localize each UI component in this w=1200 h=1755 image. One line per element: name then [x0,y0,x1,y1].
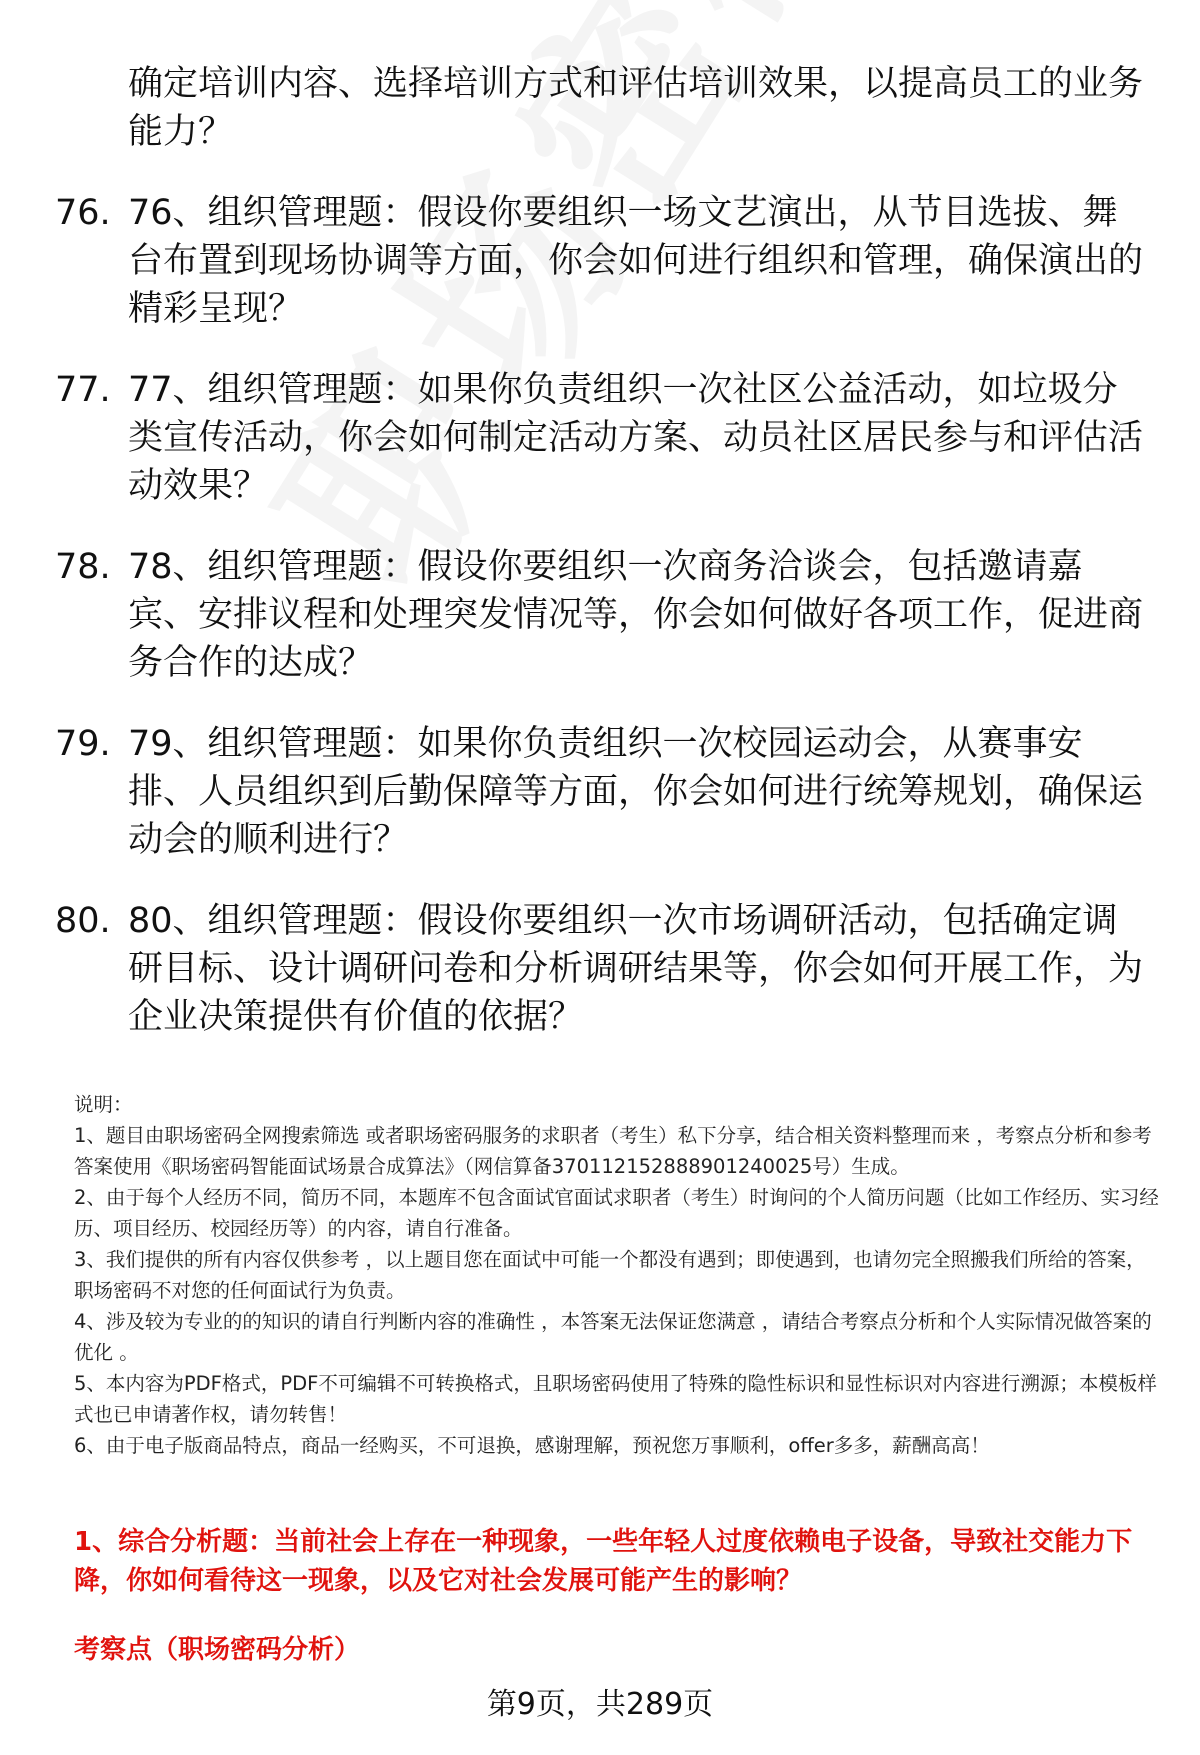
question-number: 79. [55,724,111,764]
note-item: 2、由于每个人经历不同，简历不同，本题库不包含面试官面试求职者（考生）时询问的个人简历问题（比如工作经历、实习经历、项目经历、校园经历等）的内容，请自行准备。 [74,1186,1159,1240]
question-item [55,543,1145,687]
question-text: 80、组织管理题：假设你要组织一次市场调研活动，包括确定调研目标、设计调研问卷和分析调研结果等，你会如何开展工作，为企业决策提供有价值的依据？ [128,901,1144,1037]
question-item [55,720,1145,864]
highlight-question: 1、综合分析题：当前社会上存在一种现象，一些年轻人过度依赖电子设备，导致社交能力下降，你如何看待这一现象，以及它对社会发展可能产生的影响？ [74,1527,1133,1596]
analysis-heading: 考察点（职场密码分析） [74,1635,361,1665]
notes-section [74,1089,1164,1461]
note-item: 5、本内容为PDF格式，PDF不可编辑不可转换格式，且职场密码使用了特殊的隐性标识和显性标识对内容进行溯源；本模板样式也已申请著作权，请勿转售！ [74,1372,1157,1426]
note-item: 6、由于电子版商品特点，商品一经购买，不可退换，感谢理解，预祝您万事顺利，offer多多，薪酬高高！ [74,1434,990,1457]
question-text: 78、组织管理题：假设你要组织一次商务洽谈会，包括邀请嘉宾、安排议程和处理突发情况等，你会如何做好各项工作，促进商务合作的达成？ [128,547,1144,683]
question-number: 78. [55,547,111,587]
question-number: 77. [55,370,111,410]
question-continuation: 确定培训内容、选择培训方式和评估培训效果，以提高员工的业务能力？ [128,64,1144,152]
question-item [55,366,1145,510]
question-text: 77、组织管理题：如果你负责组织一次社区公益活动，如垃圾分类宣传活动，你会如何制定活动方案、动员社区居民参与和评估活动效果？ [128,370,1144,506]
question-item [55,897,1145,1041]
note-item: 4、涉及较为专业的的知识的请自行判断内容的准确性 ，本答案无法保证您满意 ，请结合考察点分析和个人实际情况做答案的优化 。 [74,1310,1152,1364]
question-list [55,60,1145,1041]
question-number: 76. [55,193,111,233]
page-number: 第9页，共289页 [486,1687,714,1722]
question-text: 79、组织管理题：如果你负责组织一次校园运动会，从赛事安排、人员组织到后勤保障等方面，你会如何进行统筹规划，确保运动会的顺利进行？ [128,724,1144,860]
question-number: 80. [55,901,111,941]
question-item [55,189,1145,333]
note-item: 1、题目由职场密码全网搜索筛选 或者职场密码服务的求职者（考生）私下分享，结合相关资料整理而来 ，考察点分析和参考答案使用《职场密码智能面试场景合成算法》（网信算备370112152888901240025号）生成。 [74,1124,1152,1178]
note-item: 3、我们提供的所有内容仅供参考 ，以上题目您在面试中可能一个都没有遇到；即使遇到，也请勿完全照搬我们所给的答案，职场密码不对您的任何面试行为负责。 [74,1248,1146,1302]
question-text: 76、组织管理题：假设你要组织一场文艺演出，从节目选拔、舞台布置到现场协调等方面，你会如何进行组织和管理，确保演出的精彩呈现？ [128,193,1144,329]
notes-heading: 说明： [74,1093,133,1116]
